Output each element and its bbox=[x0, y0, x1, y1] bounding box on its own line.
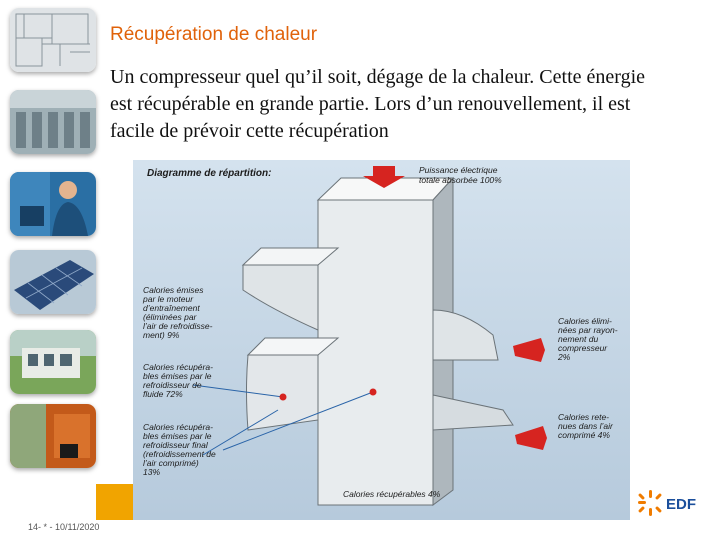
building-thumbnail bbox=[10, 90, 96, 154]
blueprint-thumbnail bbox=[10, 8, 96, 72]
radiation-label-5: 2% bbox=[558, 352, 571, 362]
air-label-1: Calories rete- bbox=[558, 412, 610, 422]
radiation-label-3: nement du bbox=[558, 334, 599, 344]
final-label-4: (refroidissement de bbox=[143, 449, 216, 459]
edf-logo-text: EDF bbox=[666, 496, 696, 513]
solar-panel-thumbnail bbox=[10, 250, 96, 314]
wall-thumbnail bbox=[10, 404, 96, 468]
final-label-2: bles émises par le bbox=[143, 431, 212, 441]
sidebar-thumbnails bbox=[0, 0, 108, 540]
input-label-2: totale absorbée 100% bbox=[419, 175, 502, 185]
motor-label-2: par le moteur bbox=[143, 294, 194, 304]
orange-accent-block bbox=[96, 484, 136, 520]
house-thumbnail bbox=[10, 330, 96, 394]
recovered-label: Calories récupérables 4% bbox=[343, 489, 441, 499]
radiation-label-1: Calories élimi- bbox=[558, 316, 612, 326]
radiation-label-4: compresseur bbox=[558, 343, 608, 353]
radiation-label-2: nées par rayon- bbox=[558, 325, 618, 335]
slide-title: Récupération de chaleur bbox=[110, 24, 318, 45]
heat-distribution-diagram bbox=[133, 160, 630, 520]
motor-label-5: l’air de refroidisse- bbox=[143, 321, 213, 331]
worker-thumbnail bbox=[10, 172, 96, 236]
edf-logo bbox=[636, 488, 716, 518]
fluid-label-4: fluide 72% bbox=[143, 389, 183, 399]
air-label-2: nues dans l’air bbox=[558, 421, 613, 431]
fluid-label-2: bles émises par le bbox=[143, 371, 212, 381]
motor-label-3: d’entraînement bbox=[143, 303, 200, 313]
motor-label-6: ment) 9% bbox=[143, 330, 180, 340]
fluid-label-1: Calories récupéra- bbox=[143, 362, 213, 372]
diagram-heading: Diagramme de répartition: bbox=[147, 168, 272, 179]
final-label-3: refroidisseur final bbox=[143, 440, 208, 450]
footer-date: 14- * - 10/11/2020 bbox=[28, 522, 100, 532]
slide-body-text: Un compresseur quel qu’il soit, dégage de la chaleur. Cette énergie est récupérable en grande partie. Lors d’un renouvellement, il est facile de prévoir cette récupération bbox=[110, 66, 645, 142]
air-label-3: comprimé 4% bbox=[558, 430, 610, 440]
motor-label-1: Calories émises bbox=[143, 285, 204, 295]
input-label-1: Puissance électrique bbox=[419, 165, 498, 175]
final-label-5: l’air comprimé) bbox=[143, 458, 199, 468]
motor-label-4: (éliminées par bbox=[143, 312, 197, 322]
final-label-1: Calories récupéra- bbox=[143, 422, 213, 432]
final-label-6: 13% bbox=[143, 467, 161, 477]
fluid-label-3: refroidisseur de bbox=[143, 380, 202, 390]
